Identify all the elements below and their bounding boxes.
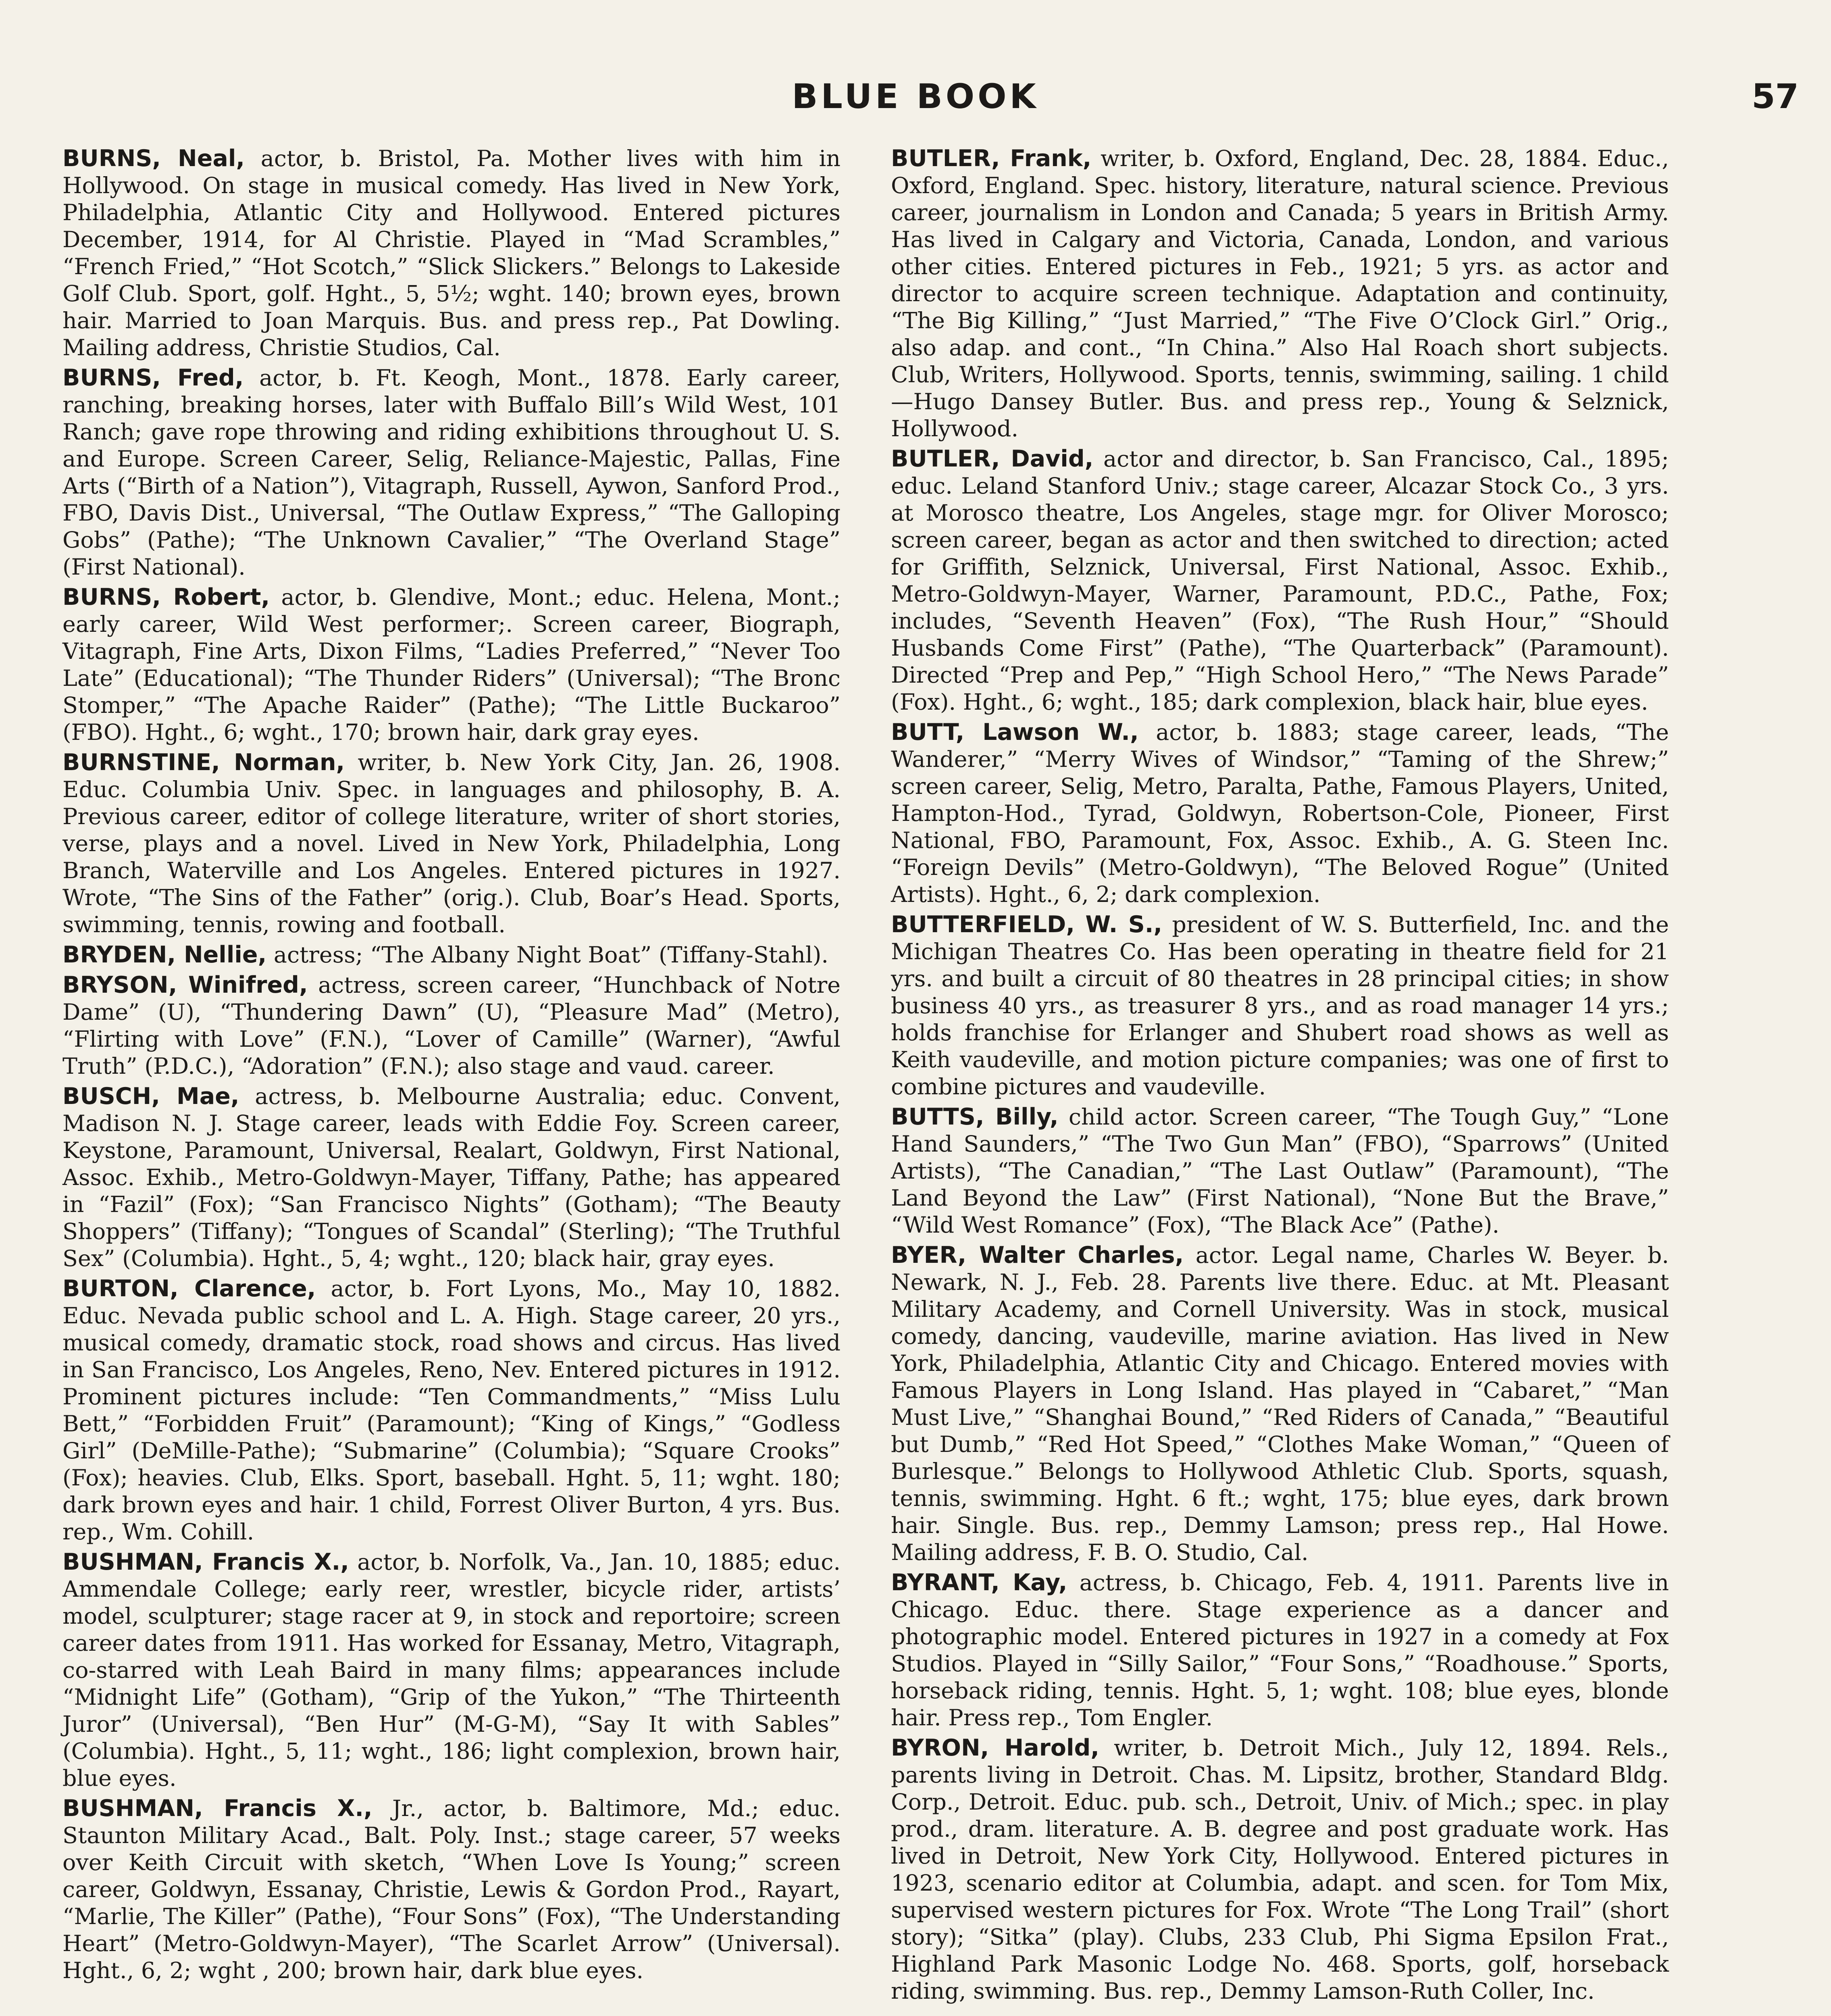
entry-text: actor and director, b. San Francisco, Cal., 1895; educ. Leland Stanford Univ.; stage career, Alcazar Stock Co., 3 yrs. at Morosco theatre, Los Angeles, stage mgr. for Oliver Morosco; screen career, began as actor and then switched to direction; acted for Griffith, Selznick, Universal, First National, Assoc. Exhib., Metro-Goldwyn-Mayer, Warner, Paramount, P.D.C., Pathe, Fox; includes, “Seventh Heaven” (Fox), “The Rush Hour,” “Should Husbands Come First” (Pathe), “The Quarterback” (Paramount). Directed “Prep and Pep,” “High School Hero,” “The News Parade” (Fox). Hght., 6; wght., 185; dark complexion, black hair, blue eyes. [891,446,1669,715]
entry-name: BUTLER, David, [891,446,1094,472]
entry-text: actress, b. Melbourne Australia; educ. Convent, Madison N. J. Stage career, leads with Eddie Foy. Screen career, Keystone, Paramount, Universal, Realart, Goldwyn, First National, Assoc. Exhib., Metro-Goldwyn-Mayer, Tiffany, Pathe; has appeared in “Fazil” (Fox); “San Francisco Nights” (Gotham); “The Beauty Shoppers” (Tiffany); “Tongues of Scandal” (Sterling); “The Truthful Sex” (Columbia). Hght., 5, 4; wght., 120; black hair, gray eyes. [62,1083,841,1272]
directory-entry [891,1104,1669,1239]
directory-entry [891,145,1669,442]
entry-name: BRYDEN, Nellie, [62,941,267,968]
directory-entry [62,584,841,746]
entry-text: actor, b. Bristol, Pa. Mother lives with him in Hollywood. On stage in musical comedy. Has lived in New York, Philadelphia, Atlantic City and Hollywood. Entered pictures December, 1914, for Al Christie. Played in “Mad Scrambles,” “French Fried,” “Hot Scotch,” “Slick Slickers.” Belongs to Lakeside Golf Club. Sport, golf. Hght., 5, 5½; wght. 140; brown eyes, brown hair. Married to Joan Marquis. Bus. and press rep., Pat Dowling. Mailing address, Christie Studios, Cal. [62,146,841,361]
entry-text: writer, b. Oxford, England, Dec. 28, 1884. Educ., Oxford, England. Spec. history, literature, natural science. Previous career, journalism in London and Canada; 5 years in British Army. Has lived in Calgary and Victoria, Canada, London, and various other cities. Entered pictures in Feb., 1921; 5 yrs. as actor and director to acquire screen technique. Adaptation and continuity, “The Big Killing,” “Just Married,” “The Five O’Clock Girl.” Orig., also adap. and cont., “In China.” Also Hal Roach short subjects. Club, Writers, Hollywood. Sports, tennis, swimming, sailing. 1 child—Hugo Dansey Butler. Bus. and press rep., Young & Selznick, Hollywood. [891,146,1669,442]
right-column [891,145,1669,2008]
entry-text: writer, b. Detroit Mich., July 12, 1894. Rels., parents living in Detroit. Chas. M. Lipsitz, brother, Standard Bldg. Corp., Detroit. Educ. pub. sch., Detroit, Univ. of Mich.; spec. in play prod., dram. literature. A. B. degree and post graduate work. Has lived in Detroit, New York City, Hollywood. Entered pictures in 1923, scenario editor at Columbia, adapt. and scen. for Tom Mix, supervised western pictures for Fox. Wrote “The Long Trail” (short story); “Sitka” (play). Clubs, 233 Club, Phi Sigma Epsilon Frat., Highland Park Masonic Lodge No. 468. Sports, golf, horseback riding, swimming. Bus. rep., Demmy Lamson-Ruth Coller, Inc. [891,1735,1669,2004]
entry-name: BUTTS, Billy, [891,1104,1059,1130]
directory-entry [62,1083,841,1272]
directory-entry [891,1569,1669,1731]
directory-entry [62,1795,841,1984]
entry-text: president of W. S. Butterfield, Inc. and the Michigan Theatres Co. Has been operating in theatre field for 21 yrs. and built a circuit of 80 theatres in 28 principal cities; in show business 40 yrs., as treasurer 8 yrs., and as road manager 14 yrs.; holds franchise for Erlanger and Shubert road shows as well as Keith vaudeville, and motion picture companies; was one of first to combine pictures and vaudeville. [891,912,1669,1100]
entry-text: actor. Legal name, Charles W. Beyer. b. Newark, N. J., Feb. 28. Parents live there. Educ. at Mt. Pleasant Military Academy, and Cornell University. Was in stock, musical comedy, dancing, vaudeville, marine aviation. Has lived in New York, Philadelphia, Atlantic City and Chicago. Entered movies with Famous Players in Long Island. Has played in “Cabaret,” “Man Must Live,” “Shanghai Bound,” “Red Riders of Canada,” “Beautiful but Dumb,” “Red Hot Speed,” “Clothes Make Woman,” “Queen of Burlesque.” Belongs to Hollywood Athletic Club. Sports, squash, tennis, swimming. Hght. 6 ft.; wght, 175; blue eyes, dark brown hair. Single. Bus. rep., Demmy Lamson; press rep., Hal Howe. Mailing address, F. B. O. Studio, Cal. [891,1242,1669,1566]
directory-entry [62,1275,841,1545]
entry-text: actress; “The Albany Night Boat” (Tiffany-Stahl). [266,942,828,968]
directory-entry [62,749,841,938]
entry-text: Jr., actor, b. Baltimore, Md.; educ. Staunton Military Acad., Balt. Poly. Inst.; stage career, 57 weeks over Keith Circuit with sketch, “When Love Is Young;” screen career, Goldwyn, Essanay, Christie, Lewis & Gordon Prod., Rayart, “Marlie, The Killer” (Pathe), “Four Sons” (Fox), “The Understanding Heart” (Metro-Goldwyn-Mayer), “The Scarlet Arrow” (Universal). Hght., 6, 2; wght , 200; brown hair, dark blue eyes. [62,1795,841,1984]
entry-text: actor, b. Norfolk, Va., Jan. 10, 1885; educ. Ammendale College; early reer, wrestler, bicycle rider, artists’ model, sculpturer; stage racer at 9, in stock and reportoire; screen career dates from 1911. Has worked for Essanay, Metro, Vitagraph, co-starred with Leah Baird in many films; appearances include “Midnight Life” (Gotham), “Grip of the Yukon,” “The Thirteenth Juror” (Universal), “Ben Hur” (M-G-M), “Say It with Sables” (Columbia). Hght., 5, 11; wght., 186; light complexion, brown hair, blue eyes. [62,1549,841,1791]
entry-name: BURTON, Clarence, [62,1275,316,1302]
directory-entry [62,145,841,361]
directory-entry [62,364,841,581]
directory-entry [891,719,1669,908]
running-header-title: BLUE BOOK [792,77,1039,116]
entry-text: child actor. Screen career, “The Tough Guy,” “Lone Hand Saunders,” “The Two Gun Man” (FBO), “Sparrows” (United Artists), “The Canadian,” “The Last Outlaw” (Paramount), “The Land Beyond the Law” (First National), “None But the Brave,” “Wild West Romance” (Fox), “The Black Ace” (Pathe). [891,1104,1669,1238]
entry-text: actor, b. Glendive, Mont.; educ. Helena, Mont.; early career, Wild West performer;. Screen career, Biograph, Vitagraph, Fine Arts, Dixon Films, “Ladies Preferred,” “Never Too Late” (Educational); “The Thunder Riders” (Universal); “The Bronc Stomper,” “The Apache Raider” (Pathe); “The Little Buckaroo” (FBO). Hght., 6; wght., 170; brown hair, dark gray eyes. [62,584,841,746]
directory-entry [891,1735,1669,2005]
directory-entry [62,1549,841,1792]
entry-text: actress, screen career, “Hunchback of Notre Dame” (U), “Thundering Dawn” (U), “Pleasure Mad” (Metro), “Flirting with Love” (F.N.), “Lover of Camille” (Warner), “Awful Truth” (P.D.C.), “Adoration” (F.N.); also stage and vaud. career. [62,972,841,1079]
entry-name: BRYSON, Winifred, [62,972,308,998]
entry-name: BUTLER, Frank, [891,145,1092,172]
directory-entry [891,911,1669,1100]
directory-entry [62,941,841,968]
entry-name: BUTTERFIELD, W. S., [891,911,1163,938]
entry-text: actor, b. Ft. Keogh, Mont., 1878. Early career, ranching, breaking horses, later with Buffalo Bill’s Wild West, 101 Ranch; gave rope throwing and riding exhibitions throughout U. S. and Europe. Screen Career, Selig, Reliance-Majestic, Pallas, Fine Arts (“Birth of a Nation”), Vitagraph, Russell, Aywon, Sanford Prod., FBO, Davis Dist., Universal, “The Outlaw Express,” “The Galloping Gobs” (Pathe); “The Unknown Cavalier,” “The Overland Stage” (First National). [62,365,841,580]
entry-name: BYRANT, Kay, [891,1569,1067,1596]
directory-entry [891,446,1669,716]
entry-name: BUSHMAN, Francis X., [62,1795,372,1822]
entry-text: writer, b. New York City, Jan. 26, 1908. Educ. Columbia Univ. Spec. in languages and philosophy, B. A. Previous career, editor of college literature, writer of short stories, verse, plays and a novel. Lived in New York, Philadelphia, Long Branch, Waterville and Los Angeles. Entered pictures in 1927. Wrote, “The Sins of the Father” (orig.). Club, Boar’s Head. Sports, swimming, tennis, rowing and football. [62,750,841,938]
entry-text: actress, b. Chicago, Feb. 4, 1911. Parents live in Chicago. Educ. there. Stage experience as a dancer and photographic model. Entered pictures in 1927 in a comedy at Fox Studios. Played in “Silly Sailor,” “Four Sons,” “Roadhouse.” Sports, horseback riding, tennis. Hght. 5, 1; wght. 108; blue eyes, blonde hair. Press rep., Tom Engler. [891,1570,1669,1731]
entry-name: BURNS, Fred, [62,364,244,391]
entry-name: BUSHMAN, Francis X., [62,1549,349,1575]
entry-text: actor, b. 1883; stage career, leads, “The Wanderer,” “Merry Wives of Windsor,” “Taming of the Shrew;” screen career, Selig, Metro, Paralta, Pathe, Famous Players, United, Hampton-Hod., Tyrad, Goldwyn, Robertson-Cole, Pioneer, First National, FBO, Paramount, Fox, Assoc. Exhib., A. G. Steen Inc. “Foreign Devils” (Metro-Goldwyn), “The Beloved Rogue” (United Artists). Hght., 6, 2; dark complexion. [891,719,1669,908]
entry-name: BURNS, Neal, [62,145,245,172]
entry-name: BUSCH, Mae, [62,1083,239,1110]
entry-name: BYRON, Harold, [891,1735,1099,1761]
entry-name: BUTT, Lawson W., [891,719,1139,746]
directory-entry [891,1242,1669,1566]
entry-name: BURNSTINE, Norman, [62,749,345,776]
entry-name: BURNS, Robert, [62,584,270,610]
left-column [62,145,841,1987]
entry-name: BYER, Walter Charles, [891,1242,1184,1268]
entry-text: actor, b. Fort Lyons, Mo., May 10, 1882. Educ. Nevada public school and L. A. High. Stage career, 20 yrs., musical comedy, dramatic stock, road shows and circus. Has lived in San Francisco, Los Angeles, Reno, Nev. Entered pictures in 1912. Prominent pictures include: “Ten Commandments,” “Miss Lulu Bett,” “Forbidden Fruit” (Paramount); “King of Kings,” “Godless Girl” (DeMille-Pathe); “Submarine” (Columbia); “Square Crooks” (Fox); heavies. Club, Elks. Sport, baseball. Hght. 5, 11; wght. 180; dark brown eyes and hair. 1 child, Forrest Oliver Burton, 4 yrs. Bus. rep., Wm. Cohill. [62,1276,841,1545]
directory-entry [62,972,841,1080]
page-number: 57 [1752,77,1799,116]
